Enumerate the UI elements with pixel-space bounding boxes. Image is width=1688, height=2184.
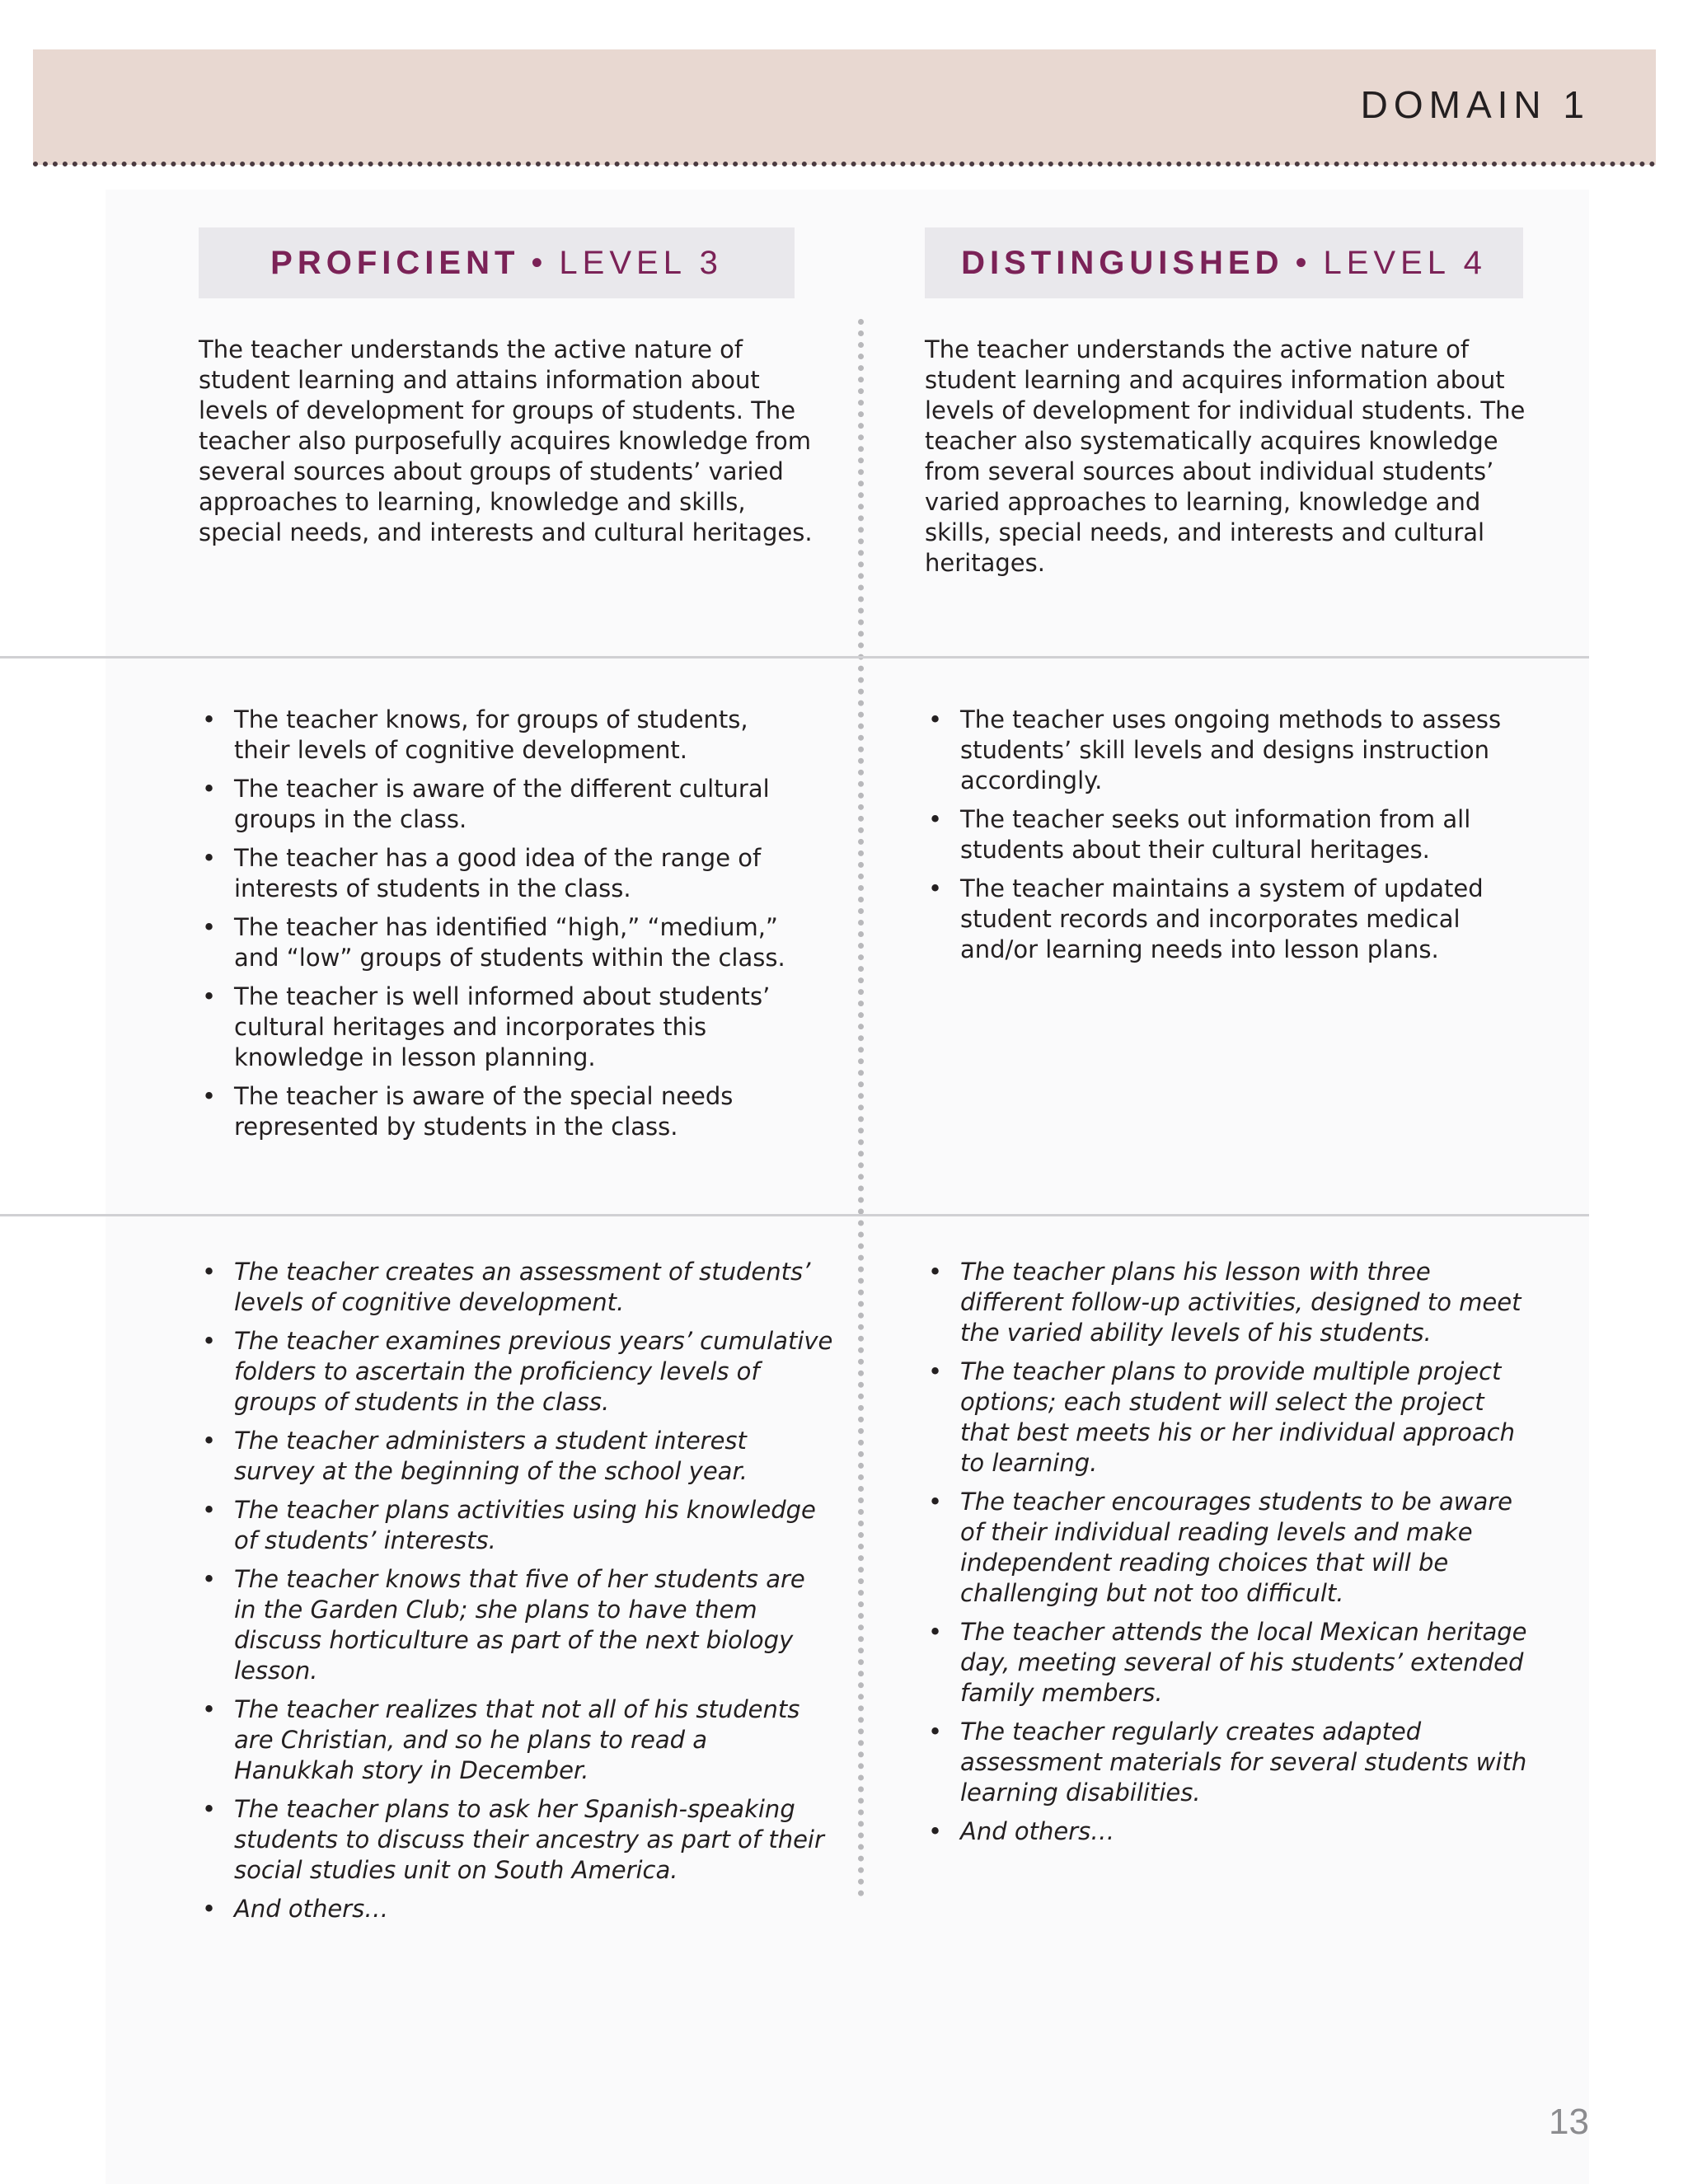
list-item: • The teacher realizes that not all of his students are Christian, and so he plans to read a Hanukkah story in December. [199, 1694, 833, 1786]
list-item: • The teacher knows, for groups of students, their levels of cognitive development. [199, 705, 800, 766]
level-4-attributes-list [925, 705, 1539, 973]
header-band [33, 49, 1656, 165]
section-divider-1 [0, 656, 1589, 658]
list-item: • The teacher regularly creates adapted assessment materials for several students with learning disabilities. [925, 1717, 1539, 1808]
list-item: • The teacher is well informed about students’ cultural heritages and incorporates this knowledge in lesson planning. [199, 982, 800, 1073]
section-divider-2 [0, 1214, 1589, 1216]
list-item: • The teacher seeks out information from all students about their cultural heritages. [925, 804, 1539, 865]
list-item: • The teacher uses ongoing methods to assess students’ skill levels and designs instruction accordingly. [925, 705, 1539, 796]
level-4-examples-list [925, 1257, 1539, 1855]
level-3-title: PROFICIENT [270, 244, 520, 281]
list-item: • And others… [925, 1816, 1539, 1847]
column-divider [858, 319, 864, 1897]
level-3-separator: • [531, 244, 548, 281]
level-3-examples-list [199, 1257, 833, 1933]
header-dotted-rule [33, 162, 1656, 166]
list-item: • And others… [199, 1894, 833, 1924]
list-item: • The teacher is aware of the different cultural groups in the class. [199, 774, 800, 835]
list-item: • The teacher creates an assessment of students’ levels of cognitive development. [199, 1257, 833, 1318]
level-4-label: LEVEL 4 [1323, 244, 1487, 281]
list-item: • The teacher plans his lesson with three different follow-up activities, designed to meet the varied ability levels of his students. [925, 1257, 1539, 1348]
list-item: • The teacher knows that five of her students are in the Garden Club; she plans to have them discuss horticulture as part of the next biology lesson. [199, 1564, 833, 1686]
list-item: • The teacher examines previous years’ cumulative folders to ascertain the proficiency levels of groups of students in the class. [199, 1326, 833, 1418]
level-3-attributes-list [199, 705, 800, 1151]
level-3-heading [199, 227, 795, 298]
list-item: • The teacher has identified “high,” “medium,” and “low” groups of students within the class. [199, 912, 800, 973]
level-3-description: The teacher understands the active nature of student learning and attains information about levels of development for groups of students. The teacher also purposefully acquires knowledge from several sources about groups of students’ varied approaches to learning, knowledge and skills, special needs, and interests and cultural heritages. [199, 335, 813, 546]
list-item: • The teacher has a good idea of the range of interests of students in the class. [199, 843, 800, 904]
level-4-separator: • [1295, 244, 1312, 281]
list-item: • The teacher plans activities using his knowledge of students’ interests. [199, 1495, 833, 1556]
list-item: • The teacher plans to ask her Spanish-speaking students to discuss their ancestry as part of their social studies unit on South America. [199, 1794, 833, 1886]
list-item: • The teacher encourages students to be aware of their individual reading levels and make independent reading choices that will be challenging but not too difficult. [925, 1487, 1539, 1609]
list-item: • The teacher maintains a system of updated student records and incorporates medical and/or learning needs into lesson plans. [925, 874, 1539, 965]
list-item: • The teacher administers a student interest survey at the beginning of the school year. [199, 1426, 833, 1487]
level-3-label: LEVEL 3 [559, 244, 723, 281]
level-4-title: DISTINGUISHED [961, 244, 1284, 281]
page-number: 13 [1549, 2102, 1589, 2142]
domain-label: DOMAIN 1 [1360, 83, 1590, 126]
list-item: • The teacher attends the local Mexican heritage day, meeting several of his students’ extended family members. [925, 1617, 1539, 1708]
level-4-heading [925, 227, 1523, 298]
list-item: • The teacher is aware of the special needs represented by students in the class. [199, 1081, 800, 1142]
list-item: • The teacher plans to provide multiple project options; each student will select the project that best meets his or her individual approach to learning. [925, 1357, 1539, 1479]
level-4-description: The teacher understands the active nature of student learning and acquires information about levels of development for individual students. The teacher also systematically acquires knowledge from several sources about individual students’ varied approaches to learning, knowledge and skills, special needs, and interests and cultural heritages. [925, 335, 1526, 577]
